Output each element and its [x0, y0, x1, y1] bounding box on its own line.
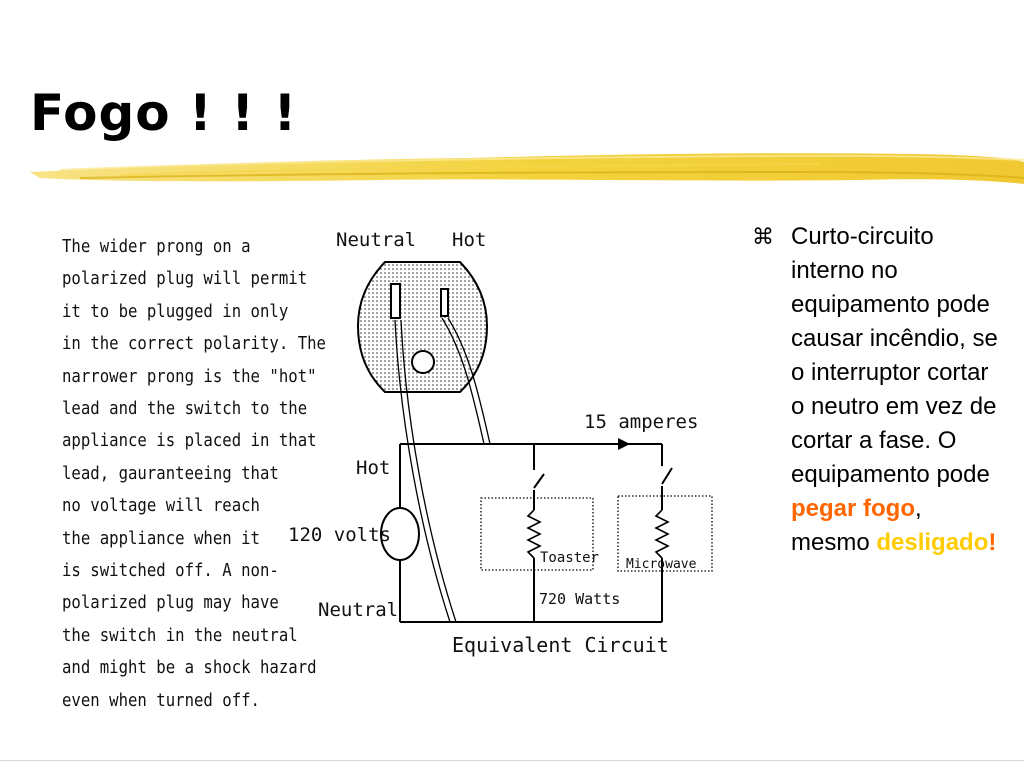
diagram-explanation-text: [62, 231, 326, 717]
outlet-neutral-label: Neutral: [336, 229, 417, 251]
explanation-line: The wider prong on a: [62, 236, 251, 257]
explanation-line: the switch in the neutral: [62, 624, 298, 646]
explanation-line: the appliance when it: [62, 527, 260, 549]
explanation-line: no voltage will reach: [62, 495, 260, 517]
explanation-line: lead, gauranteeing that: [62, 462, 279, 484]
outlet-hot-label: Hot: [452, 229, 487, 251]
explanation-line: is switched off. A non-: [62, 560, 279, 582]
explanation-line: narrower prong is the "hot": [62, 365, 317, 387]
power-label: 720 Watts: [539, 590, 621, 608]
circuit-diagram: [270, 215, 720, 665]
explanation-line: even when turned off.: [62, 689, 260, 711]
bottom-divider: [0, 760, 1024, 761]
toaster-label: Toaster: [540, 550, 600, 566]
circuit-caption: Equivalent Circuit: [452, 633, 669, 657]
outlet-neutral-slot: [391, 284, 400, 318]
explanation-line: polarized plug will permit: [62, 268, 308, 290]
explanation-line: in the correct polarity. The: [62, 333, 326, 355]
bullet-text-part2: , mesmo: [791, 495, 922, 556]
highlight-pegar-fogo: pegar fogo: [791, 495, 915, 522]
circuit-neutral-label: Neutral: [318, 599, 399, 621]
circuit-wires: [400, 444, 672, 622]
toaster-resistor-icon: [528, 510, 540, 558]
bullet-text-part1: Curto-circuito interno no equipamento pode causar incêndio, se o interruptor cortar o neutro em vez de cortar a fase. O equipamento pode: [791, 223, 998, 488]
explanation-line: lead and the switch to the: [62, 398, 308, 420]
circuit-hot-label: Hot: [356, 457, 391, 479]
microwave-label: Microwave: [626, 557, 697, 572]
explanation-line: and might be a shock hazard: [62, 657, 317, 679]
outlet-ground-hole: [412, 351, 434, 373]
explanation-line: appliance is placed in that: [62, 430, 317, 452]
bullet-marker-icon: ⌘: [752, 224, 774, 249]
current-label: 15 amperes: [584, 411, 699, 433]
slide-title: Fogo ! ! !: [30, 84, 298, 142]
explanation-line: polarized plug may have: [62, 592, 279, 614]
bullet-text: [791, 220, 1002, 560]
outlet-hot-slot: [441, 289, 448, 316]
voltage-label: 120 volts: [288, 524, 391, 546]
current-arrow-icon: [618, 438, 630, 450]
title-underline-brush: [0, 140, 1024, 190]
highlight-exclamation: !: [988, 529, 997, 556]
highlight-desligado: desligado: [876, 529, 989, 556]
bullet-item: [752, 220, 1002, 560]
microwave-resistor-icon: [656, 510, 668, 558]
explanation-line: it to be plugged in only: [62, 300, 289, 322]
